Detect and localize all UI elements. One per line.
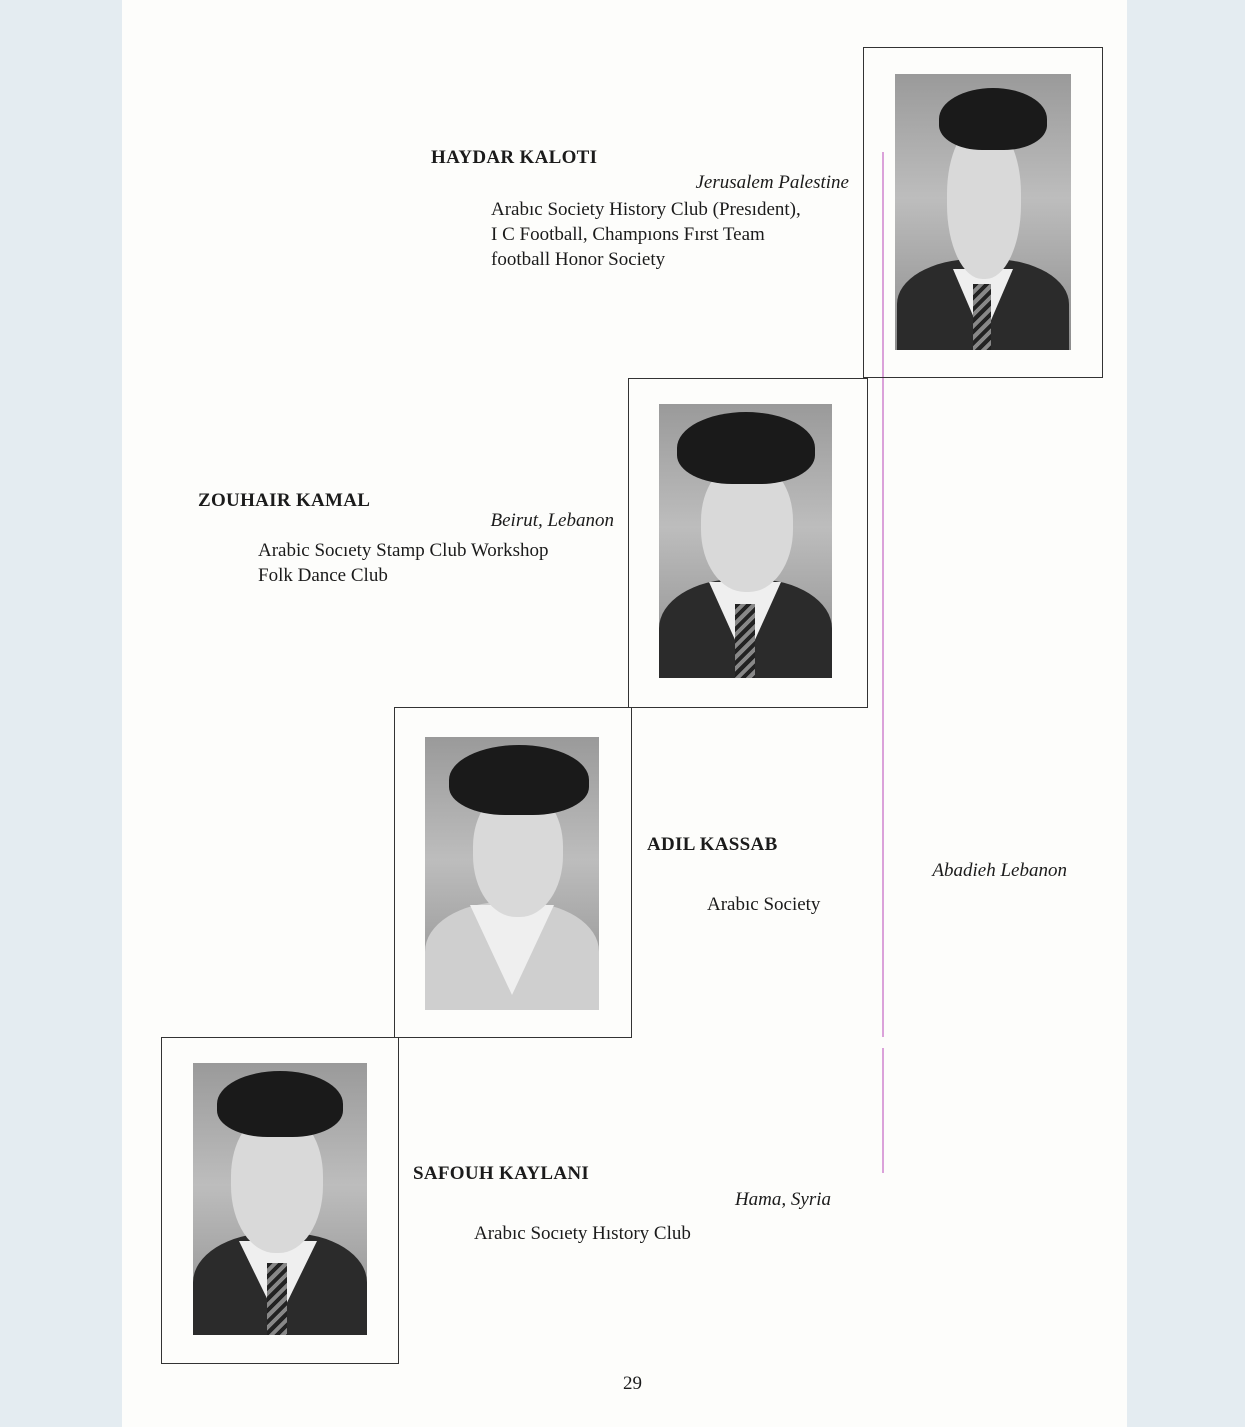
student-activities: Arabıc Socıety Hıstory Club <box>474 1223 691 1244</box>
student-hometown: Abadieh Lebanon <box>932 860 1067 881</box>
margin-line <box>882 1048 884 1173</box>
student-portrait-photo <box>193 1063 367 1335</box>
student-hometown: Hama, Syria <box>734 1189 831 1210</box>
student-portrait-photo <box>659 404 832 678</box>
student-activities: Arabıc Society History Club (Presıdent), I C Football, Champıons Fırst Team football Honor Society <box>491 199 801 270</box>
student-portrait-photo <box>895 74 1071 350</box>
page-number: 29 <box>623 1373 642 1394</box>
student-name: ZOUHAIR KAMAL <box>198 490 371 511</box>
student-activities: Arabic Socıety Stamp Club Workshop Folk Dance Club <box>258 540 549 586</box>
student-hometown: Beirut, Lebanon <box>490 510 614 531</box>
student-name: SAFOUH KAYLANI <box>413 1163 590 1184</box>
student-hometown: Jerusalem Palestine <box>695 172 849 193</box>
student-name: HAYDAR KALOTI <box>431 147 598 168</box>
student-activities: Arabıc Society <box>707 894 821 915</box>
student-portrait-photo <box>425 737 599 1010</box>
student-name: ADIL KASSAB <box>647 834 778 855</box>
